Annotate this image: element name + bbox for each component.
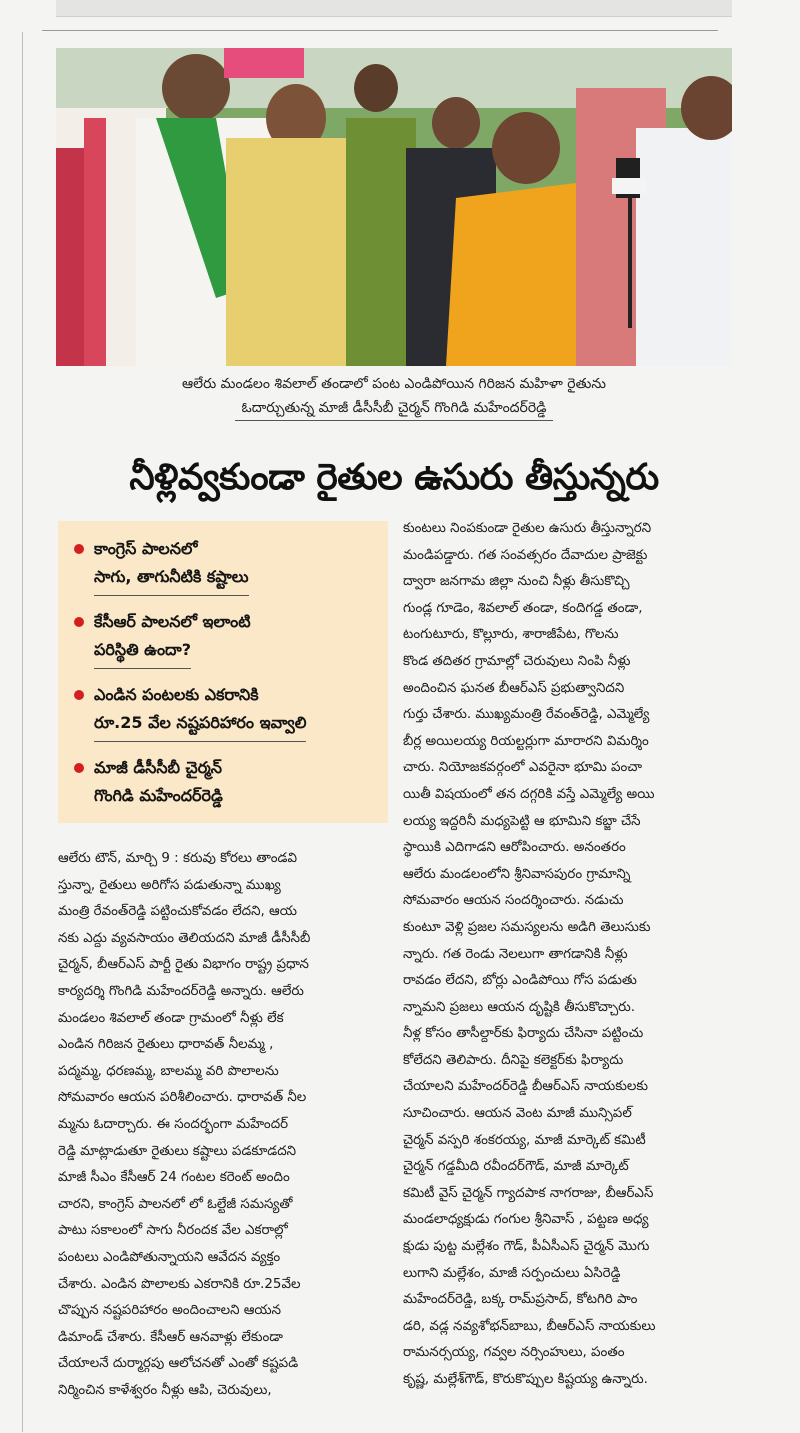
- caption-line-1: ఆలేరు మండలం శివలాల్ తండాలో పంట ఎండిపోయిన గిరిజన మహిళా రైతును: [181, 376, 607, 392]
- highlight-line: మాజీ డీసీసీబీ చైర్మన్: [94, 758, 222, 777]
- article-body-right-column: [403, 516, 733, 1394]
- body-line: న్నామని ప్రజలు ఆయన దృష్టికి తీసుకొచ్చారు.: [403, 999, 635, 1015]
- highlight-line: సాగు, తాగునీటికి కష్టాలు: [94, 563, 249, 596]
- body-line: చారని, కాంగ్రెస్ పాలనలో లో ఓల్టేజీ సమస్యతో: [58, 1196, 293, 1212]
- body-line: నిర్మించిన కాళేశ్వరం నీళ్లు ఆపి, చెరువులు,: [58, 1382, 272, 1398]
- photo-caption: [56, 372, 732, 421]
- body-line: మాజీ సీఎం కేసీఆర్ 24 గంటల కరెంట్ అందిం: [58, 1170, 290, 1186]
- body-line: చైర్మన్ గడ్డమీది రవీందర్‌గౌడ్, మాజీ మార్కెట్: [403, 1159, 629, 1175]
- body-line: స్తున్నా, రైతులు అరిగోస పడుతున్నా ముఖ్య: [58, 877, 281, 893]
- body-line: మ్మను ఓదార్చారు. ఈ సందర్భంగా మహేందర్: [58, 1116, 289, 1132]
- body-line: కుంటూ వెళ్లి ప్రజల సమస్యలను అడిగి తెలుసుకు: [403, 919, 651, 935]
- highlight-line: పరిస్థితి ఉందా?: [94, 636, 191, 669]
- body-line: బీర్ల అయిలయ్య రియల్టర్లుగా మారారని విమర్శిం: [403, 733, 649, 749]
- body-line: మహేందర్‌రెడ్డి, బక్క రామ్‌ప్రసాద్, కోటగిరి పాం: [403, 1292, 638, 1308]
- body-line: చైర్మన్ వస్పరి శంకరయ్య, మాజీ మార్కెట్ కమిటీ: [403, 1132, 646, 1148]
- article-body-left-column: [58, 846, 390, 1404]
- highlight-item: [72, 681, 376, 750]
- body-line: చొప్పున నష్టపరిహారం అందించాలని ఆయన: [58, 1303, 282, 1319]
- highlight-item: [72, 754, 376, 810]
- body-line: గుండ్ల గూడెం, శివలాల్ తండా, కందిగడ్డ తండా,: [403, 600, 643, 616]
- body-line: లయ్య ఇద్దరినీ మధ్యపెట్టి ఆ భూమిని కబ్జా చేసే: [403, 813, 641, 829]
- body-line: ఆలేరు టౌన్, మార్చి 9 : కరువు కోరలు తాండవి: [58, 851, 297, 866]
- news-photo: [56, 48, 732, 366]
- body-line: లుగాని మల్లేశం, మాజీ సర్పంచులు ఏసిరెడ్డి: [403, 1265, 621, 1281]
- highlights-box: [58, 521, 388, 823]
- photo-illustration: [56, 48, 732, 366]
- body-line: చేశారు. ఎండిన పొలాలకు ఎకరానికి రూ.25వేల: [58, 1276, 301, 1292]
- body-line: ద్వారా జనగామ జిల్లా నుంచి నీళ్లు తీసుకొచ్చి: [403, 574, 630, 590]
- previous-article-strip: [56, 0, 732, 17]
- body-line: మండలం శివలాల్ తండా గ్రామంలో నీళ్లు లేక: [58, 1010, 284, 1026]
- body-line: పంటలు ఎండిపోతున్నాయని ఆవేదన వ్యక్తం: [58, 1249, 281, 1265]
- body-line: మండిపడ్డారు. గత సంవత్సరం దేవాదుల ప్రాజెక్టు: [403, 547, 648, 563]
- body-line: సోమవారం ఆయన సందర్శించారు. నడుచు: [403, 893, 624, 909]
- body-line: రెడ్డి మాట్లాడుతూ రైతులు కష్టాలు పడకూడదని: [58, 1143, 297, 1159]
- highlight-item: [72, 535, 376, 604]
- body-line: చారు. నియోజకవర్గంలో ఎవరైనా భూమి పంచా: [403, 760, 643, 776]
- body-line: ఎండిన గిరిజన రైతులు ధారావత్ నీలమ్మ ,: [58, 1037, 274, 1053]
- caption-line-2: ఓదార్చుతున్న మాజీ డీసీసీబీ చైర్మన్ గొంగిడి మహేందర్‌రెడ్డి: [235, 396, 552, 421]
- body-line: కమిటీ వైస్ చైర్మన్ గ్యాదపాక నాగరాజు, బీఆర్ఎస్: [403, 1185, 654, 1201]
- body-line: మండలాధ్యక్షుడు గంగుల శ్రీనివాస్ , పట్టణ అధ్య: [403, 1212, 649, 1228]
- body-line: మంత్రి రేవంత్‌రెడ్డి పట్టించుకోవడం లేదని, ఆయ: [58, 904, 297, 920]
- highlight-line: ఎండిన పంటలకు ఎకరానికి: [94, 685, 259, 704]
- body-line: ఆలేరు మండలంలోని శ్రీనివాసపురం గ్రామాన్ని: [403, 866, 631, 882]
- article-headline: నీళ్లివ్వకుండా రైతుల ఉసురు తీస్తున్నరు: [129, 457, 659, 498]
- body-line: కుంటలు నింపకుండా రైతుల ఉసురు తీస్తున్నారని: [403, 521, 652, 536]
- body-line: టంగుటూరు, కొల్లూరు, శారాజీపేట, గొలను: [403, 627, 619, 643]
- body-line: కొండ తదితర గ్రామాల్లో చెరువులు నింపి నీళ్లు: [403, 653, 631, 669]
- body-line: కోలేదని తెలిపారు. దీనిపై కలెక్టర్‌కు ఫిర్యాదు: [403, 1052, 624, 1068]
- bullet-icon: [74, 690, 84, 700]
- body-line: చైర్మన్, బీఆర్ఎస్ పార్టీ రైతు విభాగం రాష్ట్ర ప్రధాన: [58, 957, 309, 973]
- body-line: పాటు సకాలంలో సాగు నీరందక వేల ఎకరాల్లో: [58, 1223, 288, 1239]
- body-line: డరి, వడ్ల నవ్యశోభన్‌బాబు, బీఆర్ఎస్ నాయకులు: [403, 1318, 656, 1334]
- highlight-item: [72, 608, 376, 677]
- highlight-line: కేసీఆర్ పాలనలో ఇలాంటి: [94, 612, 251, 631]
- bullet-icon: [74, 763, 84, 773]
- body-line: కృష్ణ, మల్లేశ్‌గౌడ్, కొరుకొప్పుల కిష్టయ్య ఉన్నారు.: [403, 1372, 648, 1387]
- body-line: రామనర్సయ్య, గవ్వల నర్సింహులు, పంతం: [403, 1345, 625, 1361]
- bullet-icon: [74, 544, 84, 554]
- body-line: చేయాలని మహేందర్‌రెడ్డి బీఆర్ఎస్ నాయకులకు: [403, 1079, 648, 1095]
- body-line: న్నారు. గత రెండు నెలలుగా తాగడానికి నీళ్లు: [403, 946, 628, 962]
- body-line: గుర్తు చేశారు. ముఖ్యమంత్రి రేవంత్‌రెడ్డి, ఎమ్మెల్యే: [403, 707, 650, 723]
- body-line: కార్యదర్శి గొంగిడి మహేందర్‌రెడ్డి అన్నారు. ఆలేరు: [58, 983, 304, 999]
- body-line: అందించిన ఘనత బీఆర్ఎస్ ప్రభుత్వానిదని: [403, 680, 625, 696]
- bullet-icon: [74, 617, 84, 627]
- body-line: నకు ఎద్దు వ్యవసాయం తెలియదని మాజీ డీసీసీబీ: [58, 930, 311, 946]
- body-line: నీళ్ల కోసం తాసీల్దార్‌కు ఫిర్యాదు చేసినా పట్టించు: [403, 1026, 644, 1042]
- body-line: క్షుడు పుట్ట మల్లేశం గౌడ్, పీఏసీఎస్ చైర్మన్ మొగు: [403, 1239, 650, 1255]
- body-line: పద్మమ్మ, ధరణమ్మ, బాలమ్మ వరి పొలాలను: [58, 1063, 279, 1079]
- highlight-line: గొంగిడి మహేందర్‌రెడ్డి: [94, 786, 223, 805]
- body-line: చేయాలనే దుర్మార్గపు ఆలోచనతో ఎంతో కష్టపడి: [58, 1356, 299, 1372]
- left-column-divider: [22, 32, 23, 1432]
- body-line: సూచించారు. ఆయన వెంట మాజీ మున్సిపల్: [403, 1106, 632, 1122]
- body-line: యితీ విషయంలో తన దగ్గరికి వస్తే ఎమ్మెల్యే అయి: [403, 786, 655, 802]
- body-line: సోమవారం ఆయన పరిశీలించారు. ధారావత్ నీల: [58, 1090, 307, 1106]
- body-line: డిమాండ్ చేశారు. కేసీఆర్ ఆనవాళ్లు లేకుండా: [58, 1329, 283, 1345]
- body-line: రావడం లేదని, బోర్లు ఎండిపోయి గోస పడుతు: [403, 973, 637, 989]
- top-divider: [42, 30, 718, 31]
- highlight-line: రూ.25 వేల నష్టపరిహారం ఇవ్వాలి: [94, 709, 306, 742]
- body-line: స్థాయికి ఎదిగాడని ఆరోపించారు. అనంతరం: [403, 840, 626, 856]
- highlight-line: కాంగ్రెస్ పాలనలో: [94, 539, 198, 558]
